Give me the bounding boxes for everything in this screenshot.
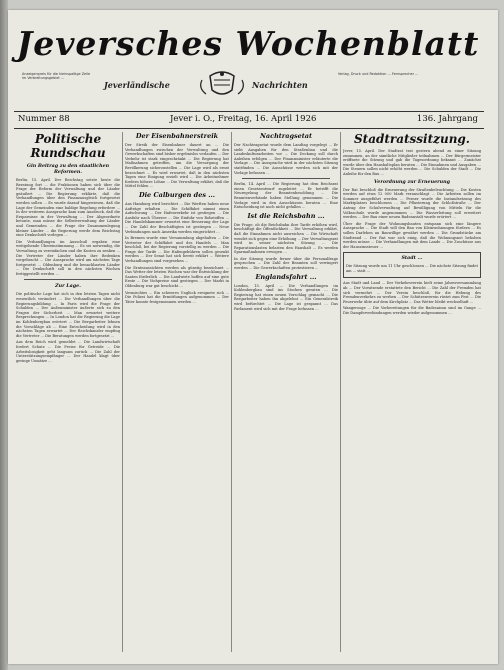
masthead-title: Jeversches Wochenblatt — [16, 24, 480, 63]
column-1-text-1: Berlin, 15. April. Der Reichstag setzte heute die Beratung fort ... die Fraktionen haben sich über die Frage der Reform der Verwaltung und der Länder geäußert ... Die Regierung erklärte, daß die Verhandlungen über den Finanzausgleich fortgesetzt werden sollen ... Es wurde darauf hingewiesen, daß die Lage der Gemeinden eine baldige Regelung erfordere ... In der weiteren Aussprache kam zum Ausdruck, daß die Ersparnisse in der Verwaltung ... Der Abgeordnete betonte, man müsse die Selbstverwaltung der Länder und Gemeinden ... die Frage der Zusammenlegung kleiner Länder ... die Regierung werde dem Reichstag eine Denkschrift vorlegen ... — [16, 178, 120, 238]
column-3-headline-1: Nachtragsetat — [259, 132, 313, 140]
column-3-text-5: London, 15. April ... Die Verhandlungen im Kohlenbergbau sind ins Stocken geraten ... Die Regierung hat einen neuen Vorschlag gemacht ... Die Bergarbeiter haben ihn abgelehnt ... Ein Generalstreik wird befürchtet ... Die Lage ist gespannt ... Das Parlament wird sich mit der Frage befassen ... — [234, 283, 338, 311]
masthead-subtitle-right: Nachrichten — [252, 80, 308, 90]
column-3-divider-1 — [242, 178, 330, 179]
column-3-headline-2: Ist die Reichsbahn ... — [247, 211, 325, 220]
left-ear-notice: Anzeigenpreis für die kleinspaltige Zeile im Verbreitungsgebiet ... — [22, 72, 91, 81]
column-2-text-5: Vermischtes ... Ein schweres Unglück ereignete sich ... Die Polizei hat die Ermittlungen aufgenommen ... Der Täter konnte festgenommen werden ... — [125, 290, 229, 304]
column-2-text-4: Die Ernteaussichten werden als günstig bezeichnet ... Das Wetter der letzten Wochen war der Entwicklung der Saaten förderlich ... Die Landwirte hoffen auf eine gute Ernte ... Die Viehpreise sind gestiegen ... Der Markt in Oldenburg war gut beschickt ... — [125, 265, 229, 289]
column-4-text-3: Über die Frage der Wohnungsbauten entspann sich eine längere Aussprache ... Die Stadt will den Bau von Kleinwohnungen fördern ... Es sollen Darlehen an Bauwillige gewährt werden ... Die Grundstücke am Stadtrand ... Der Rat war sich einig, daß die Wohnungsnot behoben werden müsse ... Die Verhandlungen mit dem Lande ... Die Zuschüsse aus der Hauszinssteuer ... — [343, 221, 481, 249]
column-1-text-2: Die Verhandlungen im Ausschuß ergaben eine weitgehende Übereinstimmung ... Es sei notwendig, die Verwaltung zu vereinfachen und die Kosten zu senken ... Die Vertreter der Länder haben ihre Bedenken vorgebracht ... Die Aussprache wird am nächsten Tage fortgesetzt ... Oldenburg und die benachbarten Länder ... Die Denkschrift soll in den nächsten Wochen fertiggestellt werden ... — [16, 239, 120, 276]
column-4-subheadline: Verordnung zur Erneuerung — [374, 178, 450, 185]
column-2-text-3: In Bremen wurde eine Versammlung abgehalten ... Die Vertreter der Schiffahrt und des Handels ... Man beschloß, bei der Regierung vorstellig zu werden ... Die Frage der Tarife ... Die Hafengebühren sollen gesenkt werden ... Der Senat hat sich bereit erklärt ... Weitere Verhandlungen sind vorgesehen ... — [125, 236, 229, 264]
issue-number: Nummer 88 — [18, 114, 70, 124]
volume-year: 136. Jahrgang — [416, 114, 478, 124]
column-2-text-1: Der Streik der Eisenbahner dauert an ... Die Verhandlungen zwischen der Verwaltung und den Gewerkschaften sind bisher ergebnislos verlaufen ... Der Verkehr ist stark eingeschränkt ... Die Regierung hat Maßnahmen getroffen, um die Versorgung der Bevölkerung sicherzustellen ... Die Lage wird als ernst bezeichnet ... Es wird erwartet, daß in den nächsten Tagen eine Einigung erzielt wird ... Die Arbeitnehmer fordern höhere Löhne ... Die Verwaltung erklärt, daß die Mittel fehlen ... — [125, 143, 229, 189]
column-4-text-4: Aus Stadt und Land ... Der Verkehrsverein hielt seine Jahresversammlung ab ... Der Vorsitzende erstattete den Bericht ... Die Zahl der Fremden hat sich vermehrt ... Der Verein beschloß, für die Hebung des Fremdenverkehrs zu werben ... Der Schützenverein rüstet zum Fest ... Die Feuerwehr übte auf dem Kirchplatz ... Das Wetter bleibt wechselhaft ... — [343, 281, 481, 304]
column-separator-3 — [340, 132, 341, 652]
column-2 — [125, 132, 229, 654]
column-1-text-3: Die politische Lage hat sich in den letzten Tagen nicht wesentlich verändert ... Die Verhandlungen über die Regierungsbildung ... In Paris wird die Frage der Schulden ... Der Außenminister äußerte sich zu den Fragen der Sicherheit ... Man erwartet weitere Besprechungen ... In London hat die Regierung die Lage im Kohlenbergbau erörtert ... Die Bergarbeiter lehnen die Vorschläge ab ... Eine Entscheidung wird in den nächsten Tagen erwartet ... Der Reichskanzler empfing die Vertreter ... Die Beratungen werden fortgesetzt ... — [16, 292, 120, 338]
column-3-text-3: Die Frage, ob die Reichsbahn ihre Tarife erhöhen wird, beschäftigt die Öffentlichkeit ... Die Verwaltung erklärt, daß die Einnahmen nicht ausreichen ... Die Wirtschaft wendet sich gegen eine Erhöhung ... Der Verwaltungsrat wird in seiner nächsten Sitzung ... Die Reparationslasten belasten den Haushalt ... Es werden Sparmaßnahmen erwogen ... — [234, 222, 338, 255]
column-4 — [343, 132, 481, 654]
column-1-subheadline-2: Zur Lage. — [55, 283, 81, 290]
column-3 — [234, 132, 338, 654]
dateline — [14, 114, 484, 128]
right-ear-notice: Verlag, Druck und Redaktion ... Fernsprecher ... — [338, 72, 419, 76]
column-3-text-4: In der Sitzung wurde ferner über die Personalfrage gesprochen ... Die Zahl der Beamten soll verringert werden ... Die Gewerkschaften protestieren ... — [234, 256, 338, 271]
column-1-headline: Politische Rundschau — [30, 132, 106, 160]
column-4-notice-title: Stadt ... — [401, 255, 423, 262]
column-4-notice-text: Die Sitzung wurde um 11 Uhr geschlossen ... Die nächste Sitzung findet am ... statt ... — [346, 264, 478, 273]
coat-of-arms-icon — [196, 70, 248, 100]
column-3-text-2: Berlin, 14. April ... Die Regierung hat dem Reichsrat einen Gesetzentwurf zugeleitet ... Er betrifft die Neuregelung der Beamtenbesoldung ... Die Beamtenverbände haben Stellung genommen ... Die Vorlage wird in den Ausschüssen beraten ... Eine Entscheidung ist noch nicht gefallen ... — [234, 182, 338, 210]
masthead-rule — [14, 111, 484, 112]
column-2-headline-2: Die Calburgen des ... — [138, 190, 216, 199]
column-4-headline: Stadtratssitzung. — [353, 132, 470, 146]
binding-edge — [0, 0, 8, 670]
column-2-text-2: Aus Hamburg wird berichtet ... Die Werften haben neue Aufträge erhalten ... Die Schiffahrt nimmt einen Aufschwung ... Der Hafenverkehr ist gestiegen ... Die Ausfuhr nach Übersee ... Die Einfuhr von Rohstoffen ... Die Handelskammer erwartet eine Besserung der Lage ... Die Zahl der Beschäftigten ist gestiegen ... Neue Verbindungen nach Amerika werden eingerichtet ... — [125, 201, 229, 234]
dateline-rule — [14, 128, 484, 129]
column-3-text-1: Der Nachtragsetat wurde dem Landtag vorgelegt ... Er sieht Ausgaben für den Straßenbau und die Landeskulturarbeiten vor ... Die Deckung soll durch Anleihen erfolgen ... Der Finanzminister erläuterte die Vorlage ... Die Aussprache wird in der nächsten Sitzung stattfinden ... Die Ausschüsse werden sich mit der Vorlage befassen ... — [234, 143, 338, 175]
column-separator-1 — [122, 132, 123, 652]
column-3-headline-3: Englandsfahrt ... — [255, 272, 317, 281]
column-2-headline-1: Der Eisenbahnerstreik — [135, 132, 219, 140]
column-4-text-1: Jever, 15. April. Der Stadtrat trat gestern abend zu einer Sitzung zusammen, an der sämtliche Mitglieder teilnahmen ... Der Bürgermeister eröffnete die Sitzung und gab die Tagesordnung bekannt ... Zunächst wurde über den Haushaltsplan beraten ... Die Einnahmen und Ausgaben ... Die Steuern sollen nicht erhöht werden ... Die Schulden der Stadt ... Die Anleihe für den Bau ... — [343, 149, 481, 176]
column-1 — [16, 132, 120, 654]
masthead-subtitle-left: Jeverländische — [104, 80, 170, 90]
column-separator-2 — [231, 132, 232, 652]
column-1-subheadline: Gin Beitrag zu den staatlichen Reformen. — [26, 163, 110, 175]
place-date: Jever i. O., Freitag, 16. April 1926 — [170, 114, 317, 124]
column-1-divider — [24, 279, 112, 280]
column-1-text-4: Aus dem Reich wird gemeldet ... Die Landwirtschaft fordert Schutz ... Die Preise für Getreide ... Die Arbeitslosigkeit geht langsam zurück ... Die Zahl der Unterstützungsempfänger ... Der Handel klagt über geringe Umsätze ... — [16, 340, 120, 363]
column-4-text-5: Wangerooge ... Die Vorbereitungen für die Badesaison sind im Gange ... Die Dampferverbindungen werden wieder aufgenommen ... — [343, 306, 481, 316]
column-4-notice — [343, 252, 481, 278]
column-4-text-2: Der Rat beschloß die Erneuerung der Straßenbeleuchtung ... Die Kosten werden auf etwa 12 000 Mark veranschlagt ... Die Arbeiten sollen im Sommer ausgeführt werden ... Ferner wurde die Instandsetzung des Marktplatzes beschlossen ... Die Pflasterung der Schloßstraße ... Der Antrag der Schulverwaltung auf Bewilligung von Mitteln für die Volksschule wurde angenommen ... Die Wasserleitung soll erweitert werden ... Der Bau einer neuen Badeanstalt wurde erörtert ... — [343, 187, 481, 220]
